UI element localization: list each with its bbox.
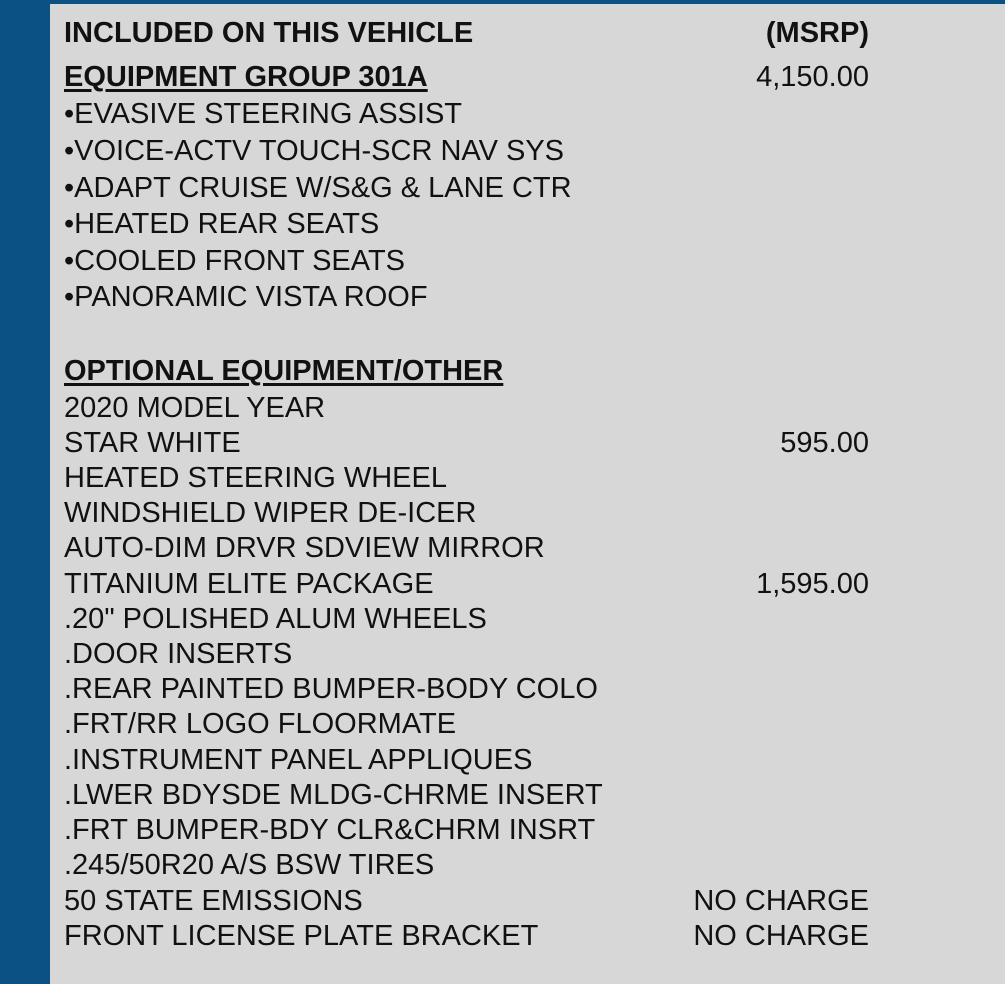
option-row <box>64 743 869 777</box>
option-row <box>64 884 869 918</box>
optional-heading-row <box>64 354 869 388</box>
group-item-label: •PANORAMIC VISTA ROOF <box>64 281 428 313</box>
option-row <box>64 813 869 847</box>
group-item <box>64 280 869 314</box>
option-row <box>64 426 869 460</box>
option-row <box>64 461 869 495</box>
option-row <box>64 848 869 882</box>
group-item-label: •COOLED FRONT SEATS <box>64 245 406 277</box>
group-item <box>64 171 869 205</box>
option-label: .FRT BUMPER-BDY CLR&CHRM INSRT <box>64 814 596 846</box>
option-row <box>64 707 869 741</box>
option-label: .LWER BDYSDE MLDG-CHRME INSERT <box>64 779 603 811</box>
option-row <box>64 672 869 706</box>
option-row <box>64 391 869 425</box>
equipment-group-name: EQUIPMENT GROUP 301A <box>64 61 428 93</box>
option-price: 1,595.00 <box>756 568 869 600</box>
option-row <box>64 531 869 565</box>
option-price: NO CHARGE <box>693 885 869 917</box>
option-label: .INSTRUMENT PANEL APPLIQUES <box>64 744 533 776</box>
option-row <box>64 637 869 671</box>
group-item <box>64 97 869 131</box>
window-sticker-panel <box>50 4 1005 984</box>
option-label: 2020 MODEL YEAR <box>64 392 326 424</box>
group-item <box>64 207 869 241</box>
option-label: TITANIUM ELITE PACKAGE <box>64 568 434 600</box>
group-item-label: •HEATED REAR SEATS <box>64 208 380 240</box>
option-label: .20" POLISHED ALUM WHEELS <box>64 603 487 635</box>
group-item-label: •EVASIVE STEERING ASSIST <box>64 98 463 130</box>
header-row <box>64 16 869 50</box>
msrp-column-header: (MSRP) <box>765 17 869 49</box>
option-label: AUTO-DIM DRVR SDVIEW MIRROR <box>64 532 545 564</box>
optional-heading: OPTIONAL EQUIPMENT/OTHER <box>64 355 504 387</box>
option-label: .FRT/RR LOGO FLOORMATE <box>64 708 457 740</box>
option-label: 50 STATE EMISSIONS <box>64 885 363 917</box>
option-label: FRONT LICENSE PLATE BRACKET <box>64 920 539 952</box>
option-row <box>64 567 869 601</box>
option-label: .245/50R20 A/S BSW TIRES <box>64 849 435 881</box>
option-row <box>64 496 869 530</box>
equipment-group-price: 4,150.00 <box>756 61 869 93</box>
option-price: 595.00 <box>780 427 869 459</box>
option-price: NO CHARGE <box>693 920 869 952</box>
equipment-group-row <box>64 60 869 94</box>
option-row <box>64 919 869 953</box>
option-label: STAR WHITE <box>64 427 241 459</box>
option-row <box>64 778 869 812</box>
group-item <box>64 244 869 278</box>
option-label: HEATED STEERING WHEEL <box>64 462 447 494</box>
section-title: INCLUDED ON THIS VEHICLE <box>64 17 474 49</box>
option-label: WINDSHIELD WIPER DE-ICER <box>64 497 477 529</box>
option-label: .REAR PAINTED BUMPER-BODY COLO <box>64 673 598 705</box>
group-item <box>64 134 869 168</box>
group-item-label: •ADAPT CRUISE W/S&G & LANE CTR <box>64 172 572 204</box>
group-item-label: •VOICE-ACTV TOUCH-SCR NAV SYS <box>64 135 565 167</box>
option-row <box>64 602 869 636</box>
option-label: .DOOR INSERTS <box>64 638 293 670</box>
